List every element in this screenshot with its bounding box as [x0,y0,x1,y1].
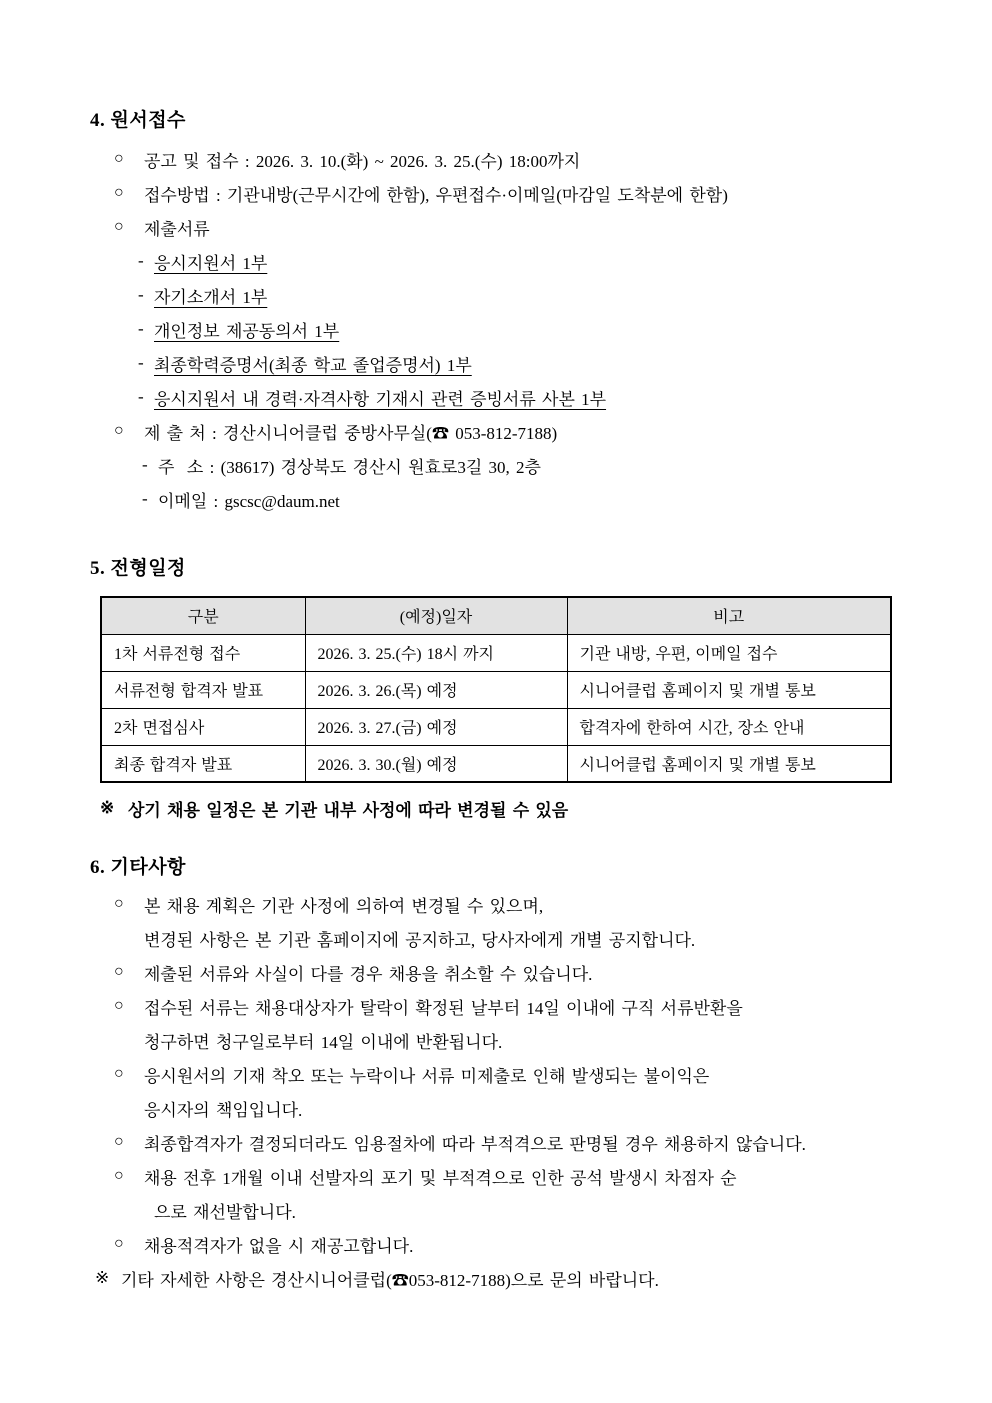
table-cell: 2차 면접심사 [101,708,305,745]
dash-icon: - [138,387,144,406]
table-cell: 서류전형 합격자 발표 [101,671,305,708]
table-cell: 시니어클럽 홈페이지 및 개별 통보 [567,671,891,708]
bullet-text: 접수된 서류는 채용대상자가 탈락이 확정된 날부터 14일 이내에 구직 서류반환을 [144,998,743,1018]
dash-icon: - [138,251,144,270]
bullet-text: 제출된 서류와 사실이 다를 경우 채용을 취소할 수 있습니다. [144,964,593,984]
section-selection-schedule [90,556,932,825]
section5-title: 5. 전형일정 [90,558,186,579]
bullet-text: 최종합격자가 결정되더라도 임용절차에 따라 부적격으로 판명될 경우 채용하지 않습니다. [144,1134,806,1154]
circle-bullet-icon: ○ [114,150,124,167]
dash-icon: - [142,455,148,474]
reference-mark-icon: ※ [95,1268,110,1287]
bullet-item [90,989,932,1023]
continuation-text: 응시자의 책임입니다. [144,1100,303,1120]
bullet-item [90,1057,932,1091]
circle-bullet-icon: ○ [114,997,124,1014]
bullet-item [90,1125,932,1159]
bullet-item [90,1227,932,1261]
doc-item [90,380,932,414]
section-application-submission [90,108,932,516]
bullet-text: 공고 및 접수 : 2026. 3. 10.(화) ~ 2026. 3. 25.(수) 18:00까지 [144,151,581,171]
table-cell: 합격자에 한하여 시간, 장소 안내 [567,708,891,745]
table-header-cell-date: (예정)일자 [305,597,567,634]
email-text: 이메일 : gscsc@daum.net [158,491,340,511]
doc-item-text: 최종학력증명서(최종 학교 졸업증명서) 1부 [154,355,472,375]
bullet-continuation [90,1193,932,1227]
circle-bullet-icon: ○ [114,184,124,201]
schedule-table [100,596,892,783]
table-cell: 기관 내방, 우편, 이메일 접수 [567,634,891,671]
table-row [101,671,891,708]
table-cell: 2026. 3. 30.(월) 예정 [305,745,567,782]
doc-item-text: 개인정보 제공동의서 1부 [154,321,340,341]
circle-bullet-icon: ○ [114,1065,124,1082]
circle-bullet-icon: ○ [114,218,124,235]
bullet-continuation [90,1091,932,1125]
table-row [101,634,891,671]
section-other-matters [90,855,932,1295]
bullet-text: 채용 전후 1개월 이내 선발자의 포기 및 부적격으로 인한 공석 발생시 차점자 순 [144,1168,737,1188]
continuation-text: 변경된 사항은 본 기관 홈페이지에 공지하고, 당사자에게 개별 공지합니다. [144,930,696,950]
table-cell: 2026. 3. 25.(수) 18시 까지 [305,634,567,671]
contact-note-text: 기타 자세한 사항은 경산시니어클럽(☎053-812-7188)으로 문의 바랍니다. [121,1270,659,1290]
doc-item [90,312,932,346]
doc-item [90,346,932,380]
bullet-text: 채용적격자가 없을 시 재공고합니다. [144,1236,414,1256]
dash-icon: - [138,319,144,338]
continuation-text: 청구하면 청구일로부터 14일 이내에 반환됩니다. [144,1032,503,1052]
bullet-text: 제출서류 [144,219,210,239]
table-header-row [101,597,891,634]
table-header-cell-remarks: 비고 [567,597,891,634]
dash-icon: - [138,285,144,304]
bullet-text: 응시원서의 기재 착오 또는 누락이나 서류 미제출로 인해 발생되는 불이익은 [144,1066,710,1086]
dash-icon: - [138,353,144,372]
bullet-item [90,887,932,921]
doc-item-text: 자기소개서 1부 [154,287,268,307]
section6-title: 6. 기타사항 [90,857,186,878]
table-row [101,708,891,745]
bullet-item-required-documents [90,210,932,244]
table-cell: 1차 서류전형 접수 [101,634,305,671]
table-row [101,745,891,782]
circle-bullet-icon: ○ [114,1167,124,1184]
bullet-continuation [90,921,932,955]
reference-mark-icon: ※ [100,798,115,817]
circle-bullet-icon: ○ [114,895,124,912]
bullet-item [90,955,932,989]
bullet-item-submit-place [90,414,932,448]
continuation-text: 으로 재선발합니다. [154,1202,296,1222]
note-text: 상기 채용 일정은 본 기관 내부 사정에 따라 변경될 수 있음 [128,800,569,820]
table-cell: 최종 합격자 발표 [101,745,305,782]
bullet-continuation [90,1023,932,1057]
circle-bullet-icon: ○ [114,963,124,980]
circle-bullet-icon: ○ [114,1133,124,1150]
bullet-item-notice-period [90,142,932,176]
table-cell: 2026. 3. 26.(목) 예정 [305,671,567,708]
sub-item-email [90,482,932,516]
doc-item-text: 응시지원서 내 경력·자격사항 기재시 관련 증빙서류 사본 1부 [154,389,607,409]
table-cell: 2026. 3. 27.(금) 예정 [305,708,567,745]
table-cell: 시니어클럽 홈페이지 및 개별 통보 [567,745,891,782]
bullet-text: 본 채용 계획은 기관 사정에 의하여 변경될 수 있으며, [144,896,544,916]
bullet-item [90,1159,932,1193]
doc-item-text: 응시지원서 1부 [154,253,268,273]
doc-item [90,244,932,278]
contact-note [90,1261,932,1295]
submit-place-text: 제 출 처 : 경산시니어클럽 중방사무실(☎ 053-812-7188) [144,423,558,443]
doc-item [90,278,932,312]
dash-icon: - [142,489,148,508]
circle-bullet-icon: ○ [114,1235,124,1252]
circle-bullet-icon: ○ [114,422,124,439]
section4-title: 4. 원서접수 [90,110,186,131]
bullet-item-submission-method [90,176,932,210]
table-header-cell-category: 구분 [101,597,305,634]
schedule-change-note [90,791,932,825]
sub-item-address [90,448,932,482]
bullet-text: 접수방법 : 기관내방(근무시간에 한함), 우편접수·이메일(마감일 도착분에 한함) [144,185,728,205]
address-text: 주 소 : (38617) 경상북도 경산시 원효로3길 30, 2층 [158,457,541,477]
